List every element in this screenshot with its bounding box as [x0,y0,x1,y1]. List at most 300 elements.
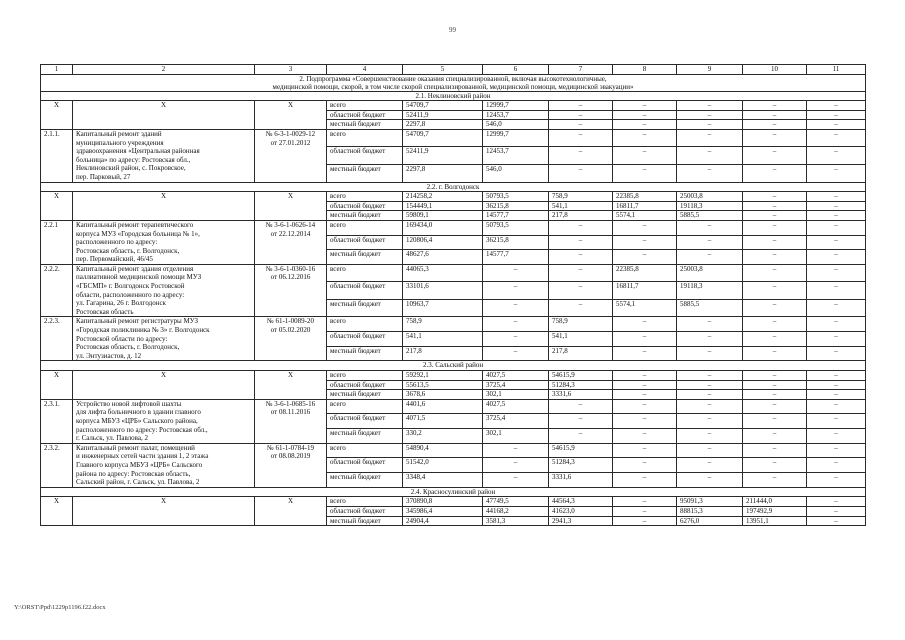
item-row [41,129,866,147]
funding-source: местный бюджет [327,429,403,444]
column-number: 7 [549,65,613,75]
amount-cell: – [549,399,613,414]
item-document-line: № 61-1-0089-20 [267,317,314,326]
amount-cell: 758,9 [549,317,613,332]
column-number: 11 [807,65,866,75]
amount-cell: – [807,211,866,221]
section-doc-marker: Х [255,497,327,526]
amount-cell: – [807,516,866,526]
section-heading-row [41,182,866,192]
amount-cell: 54615,9 [549,371,613,381]
item-name-line: корпуса МБУЗ «ЦРБ» Сальского района, [76,416,198,425]
item-document [255,129,327,182]
amount-cell: – [613,458,677,473]
amount-cell: 541,1 [403,332,483,347]
amount-cell: – [677,443,743,458]
section-doc-marker: Х [255,192,327,221]
amount-cell: – [743,399,807,414]
amount-cell: – [807,380,866,390]
column-number-row [41,65,866,75]
item-name-line: района по адресу: Ростовская область, [76,469,191,478]
section-title: 2.4. Красносулинский район [41,487,866,497]
amount-cell: – [743,120,807,130]
funding-source: местный бюджет [327,120,403,130]
amount-cell: – [743,429,807,444]
amount-cell: – [613,110,677,120]
amount-cell: – [549,264,613,282]
amount-cell: 302,1 [483,390,549,400]
amount-cell: – [807,264,866,282]
section-total-row [41,101,866,111]
amount-cell: – [807,235,866,250]
column-number: 9 [677,65,743,75]
amount-cell: – [807,192,866,202]
funding-source: областной бюджет [327,380,403,390]
item-name-line: расположенного по адресу: Ростовская обл., [76,425,208,434]
funding-source: областной бюджет [327,147,403,165]
item-name-line: пер. Парковый, 27 [76,172,131,181]
amount-cell: – [807,250,866,265]
section-title: 2.1. Неклиновский район [41,91,866,101]
amount-cell: – [613,473,677,488]
amount-cell: – [743,250,807,265]
amount-cell: – [677,120,743,130]
amount-cell: – [743,332,807,347]
item-name-line: Капитальный ремонт здания отделения [76,264,194,273]
amount-cell: – [613,101,677,111]
item-name-line: г. Сальск, ул. Павлова, 2 [76,434,148,443]
item-name-line: для лифта больничного в здании главного [76,408,201,417]
item-name-line: «ГБСМП» г. Волгодонск Ростовской [76,282,185,291]
item-document-line: от 08.11.2016 [270,408,311,417]
amount-cell: – [549,110,613,120]
amount-cell: 5885,5 [677,299,743,317]
item-document-line: № 61-1-0784-19 [267,443,314,452]
amount-cell: – [677,101,743,111]
item-name-line: корпуса МУЗ «Городская больница № 1», [76,229,200,238]
funding-source: всего [327,371,403,381]
funding-source: областной бюджет [327,235,403,250]
amount-cell: – [483,443,549,458]
amount-cell: – [613,220,677,235]
item-document-line: от 05.02.2020 [270,326,311,335]
amount-cell: – [677,371,743,381]
amount-cell: 52411,9 [403,147,483,165]
amount-cell: 3678,6 [403,390,483,400]
amount-cell: – [807,120,866,130]
amount-cell: 88815,3 [677,506,743,516]
amount-cell: – [549,414,613,429]
amount-cell: 546,0 [483,165,549,183]
amount-cell: – [807,201,866,211]
column-number: 1 [41,65,73,75]
amount-cell: – [613,443,677,458]
amount-cell: 3725,4 [483,414,549,429]
amount-cell: 47749,5 [483,497,549,507]
item-name-line: больница» по адресу: Ростовская обл., [76,155,191,164]
amount-cell: – [549,250,613,265]
footer-file-path: Y:\ORST\Ppd\1229p1196.f22.docx [14,604,106,611]
amount-cell: 217,8 [549,211,613,221]
amount-cell: 370890,8 [403,497,483,507]
section-doc-marker: Х [255,371,327,400]
amount-cell: – [613,516,677,526]
section-name-marker: Х [73,101,255,130]
amount-cell: – [743,110,807,120]
amount-cell: – [677,220,743,235]
subprogram-title-line: 2. Подпрограмма «Совершенствование оказания специализированной, включая высокотехнологичные, [299,74,607,83]
item-name-line: Ростовская область, г. Волгодонск, [76,343,180,352]
amount-cell: – [483,264,549,282]
funding-source: всего [327,264,403,282]
section-num-marker: Х [41,371,73,400]
item-name-line: здравоохранения «Центральная районная [76,147,200,156]
amount-cell: – [807,299,866,317]
amount-cell: 6276,0 [677,516,743,526]
item-name-line: Неклиновский район, с. Покровское, [76,164,186,173]
item-document [255,220,327,264]
amount-cell: – [743,380,807,390]
amount-cell: 22385,8 [613,264,677,282]
amount-cell: 4027,5 [483,371,549,381]
amount-cell: 44065,3 [403,264,483,282]
amount-cell: 51284,3 [549,380,613,390]
amount-cell: 4071,5 [403,414,483,429]
amount-cell: – [807,282,866,300]
amount-cell: – [613,497,677,507]
amount-cell: – [677,458,743,473]
funding-source: всего [327,129,403,147]
item-document-line: № 3-6-1-0685-16 [265,399,316,408]
amount-cell: 54709,7 [403,101,483,111]
amount-cell: – [807,399,866,414]
amount-cell: – [549,299,613,317]
funding-source: всего [327,497,403,507]
amount-cell: – [743,443,807,458]
amount-cell: – [613,317,677,332]
amount-cell: 19118,3 [677,282,743,300]
funding-source: местный бюджет [327,299,403,317]
amount-cell: 197492,9 [743,506,807,516]
amount-cell: – [807,101,866,111]
amount-cell: – [613,165,677,183]
item-row [41,220,866,235]
item-document-line: от 06.12.2016 [270,273,311,282]
amount-cell: – [613,414,677,429]
section-heading-row [41,487,866,497]
funding-source: областной бюджет [327,110,403,120]
item-name-line: муниципального учреждения [76,138,164,147]
section-doc-marker: Х [255,101,327,130]
amount-cell: – [743,458,807,473]
amount-cell: 154449,1 [403,201,483,211]
amount-cell: 25003,8 [677,264,743,282]
amount-cell: – [743,414,807,429]
amount-cell: – [743,165,807,183]
funding-source: местный бюджет [327,250,403,265]
column-number: 2 [73,65,255,75]
amount-cell: – [677,399,743,414]
amount-cell: – [743,220,807,235]
amount-cell: – [677,250,743,265]
item-document [255,399,327,443]
amount-cell: 758,9 [549,192,613,202]
amount-cell: – [807,165,866,183]
amount-cell: – [483,458,549,473]
column-number: 8 [613,65,677,75]
amount-cell: – [613,332,677,347]
amount-cell: – [807,458,866,473]
amount-cell: 12453,7 [483,110,549,120]
amount-cell: 16811,7 [613,282,677,300]
item-document-line: от 08.08.2019 [270,452,311,461]
section-heading-row [41,91,866,101]
amount-cell: – [677,165,743,183]
item-document-line: от 27.01.2012 [270,138,311,147]
amount-cell: – [807,506,866,516]
amount-cell: 51284,3 [549,458,613,473]
section-total-row [41,371,866,381]
section-total-row [41,192,866,202]
amount-cell: 10963,7 [403,299,483,317]
amount-cell: – [743,473,807,488]
funding-source: местный бюджет [327,473,403,488]
amount-cell: 55613,5 [403,380,483,390]
amount-cell: 52411,9 [403,110,483,120]
amount-cell: – [743,264,807,282]
item-name-line: Капитальный ремонт зданий [76,129,162,138]
amount-cell: – [807,371,866,381]
amount-cell: – [613,371,677,381]
amount-cell: 217,8 [549,346,613,361]
funding-source: всего [327,399,403,414]
amount-cell: – [613,346,677,361]
item-document [255,264,327,317]
amount-cell: – [613,250,677,265]
amount-cell: – [677,129,743,147]
section-heading-row [41,361,866,371]
amount-cell: 36215,8 [483,201,549,211]
amount-cell: – [677,473,743,488]
item-name-line: пер. Первомайский, 46/45 [76,255,153,264]
item-name-line: и инженерных сетей части здания 1, 2 этажа [76,452,209,461]
section-name-marker: Х [73,192,255,221]
amount-cell: – [677,332,743,347]
item-document-line: № 3-6-1-0626-14 [265,220,316,229]
amount-cell: – [743,192,807,202]
column-number: 4 [327,65,403,75]
funding-source: областной бюджет [327,506,403,516]
item-name-line: паллиативной медицинской помощи МУЗ [76,273,202,282]
amount-cell: 345986,4 [403,506,483,516]
amount-cell: – [807,414,866,429]
amount-cell: 120806,4 [403,235,483,250]
amount-cell: – [613,390,677,400]
amount-cell: – [549,165,613,183]
subprogram-row [41,74,866,91]
amount-cell: 54890,4 [403,443,483,458]
amount-cell: 169434,0 [403,220,483,235]
amount-cell: 16811,7 [613,201,677,211]
amount-cell: 54709,7 [403,129,483,147]
amount-cell: – [743,371,807,381]
item-row [41,443,866,458]
amount-cell: 5574,1 [613,211,677,221]
amount-cell: 44564,3 [549,497,613,507]
section-title: 2.2. г. Волгодонск [41,182,866,192]
amount-cell: – [677,414,743,429]
amount-cell: 44168,2 [483,506,549,516]
amount-cell: – [743,147,807,165]
amount-cell: – [807,390,866,400]
amount-cell: – [549,429,613,444]
amount-cell: – [677,380,743,390]
item-name [73,317,255,361]
amount-cell: – [677,235,743,250]
amount-cell: – [613,235,677,250]
amount-cell: – [549,120,613,130]
amount-cell: – [743,390,807,400]
amount-cell: 50793,5 [483,220,549,235]
item-name-line: Ростовская область, г. Волгодонск, [76,246,180,255]
section-num-marker: Х [41,192,73,221]
amount-cell: 14577,7 [483,250,549,265]
amount-cell: 22385,8 [613,192,677,202]
section-title: 2.3. Сальский район [41,361,866,371]
item-document-line: от 22.12.2014 [270,229,311,238]
item-name-line: Сальский район, г. Сальск, ул. Павлова, 2 [76,478,200,487]
amount-cell: – [743,101,807,111]
funding-source: областной бюджет [327,332,403,347]
amount-cell: – [743,211,807,221]
subprogram-title-line: медицинской помощи, скорой, в том числе скорой специализированной, медицинской помощи, медицинской эвакуации» [272,82,634,91]
amount-cell: – [807,317,866,332]
item-name [73,264,255,317]
item-number: 2.2.1 [41,220,73,264]
item-number: 2.3.2. [41,443,73,487]
item-name-line: Ростовской области по адресу: [76,334,168,343]
funding-source: местный бюджет [327,211,403,221]
amount-cell: 33101,6 [403,282,483,300]
item-name-line: Главного корпуса МБУЗ «ЦРБ» Сальского [76,460,203,469]
amount-cell: – [549,101,613,111]
amount-cell: 19118,3 [677,201,743,211]
item-number: 2.2.2. [41,264,73,317]
item-name-line: Капитальный ремонт палат, помещений [76,443,195,452]
amount-cell: 3581,3 [483,516,549,526]
amount-cell: – [549,282,613,300]
funding-source: областной бюджет [327,414,403,429]
amount-cell: 541,1 [549,201,613,211]
amount-cell: – [677,346,743,361]
amount-cell: – [677,147,743,165]
item-name-line: ул. Гагарина, 26 г. Волгодонск [76,299,166,308]
amount-cell: – [743,317,807,332]
item-document-line: № 6-3-1-0029-12 [265,129,316,138]
amount-cell: – [807,346,866,361]
section-name-marker: Х [73,497,255,526]
amount-cell: – [613,380,677,390]
amount-cell: 2297,8 [403,165,483,183]
page-number: 99 [449,26,456,34]
amount-cell: – [807,220,866,235]
item-name-line: Устройство новой лифтовой шахты [76,399,182,408]
item-document [255,443,327,487]
amount-cell: – [483,473,549,488]
amount-cell: – [743,346,807,361]
amount-cell: – [807,443,866,458]
amount-cell: 48627,6 [403,250,483,265]
funding-source: областной бюджет [327,201,403,211]
amount-cell: 3331,6 [549,390,613,400]
column-number: 10 [743,65,807,75]
section-total-row [41,497,866,507]
column-number: 6 [483,65,549,75]
amount-cell: 59292,1 [403,371,483,381]
amount-cell: – [807,429,866,444]
item-name [73,220,255,264]
item-name-line: Капитальный ремонт терапевтического [76,220,194,229]
amount-cell: 59809,1 [403,211,483,221]
amount-cell: 546,0 [483,120,549,130]
item-document [255,317,327,361]
amount-cell: 330,2 [403,429,483,444]
amount-cell: – [743,299,807,317]
item-name-line: расположенного по адресу: [76,238,158,247]
amount-cell: 302,1 [483,429,549,444]
section-num-marker: Х [41,101,73,130]
amount-cell: – [807,497,866,507]
funding-source: всего [327,101,403,111]
amount-cell: – [677,429,743,444]
amount-cell: 4027,5 [483,399,549,414]
amount-cell: – [743,282,807,300]
amount-cell: 51542,0 [403,458,483,473]
amount-cell: 41623,0 [549,506,613,516]
amount-cell: – [807,473,866,488]
amount-cell: 95091,3 [677,497,743,507]
item-number: 2.3.1. [41,399,73,443]
amount-cell: – [613,506,677,516]
funding-source: местный бюджет [327,346,403,361]
funding-source: областной бюджет [327,282,403,300]
amount-cell: 24904,4 [403,516,483,526]
section-num-marker: Х [41,497,73,526]
amount-cell: 5574,1 [613,299,677,317]
item-name-line: «Городская поликлиника № 3» г. Волгодонск [76,326,210,335]
amount-cell: 211444,0 [743,497,807,507]
amount-cell: 14577,7 [483,211,549,221]
amount-cell: – [549,220,613,235]
item-name [73,443,255,487]
column-number: 3 [255,65,327,75]
amount-cell: – [613,120,677,130]
amount-cell: 214258,2 [403,192,483,202]
amount-cell: 5885,5 [677,211,743,221]
amount-cell: 12999,7 [483,129,549,147]
item-name-line: Капитальный ремонт регистратуры МУЗ [76,317,199,326]
amount-cell: – [549,235,613,250]
amount-cell: – [613,147,677,165]
column-number: 5 [403,65,483,75]
amount-cell: – [807,110,866,120]
funding-source: местный бюджет [327,516,403,526]
amount-cell: – [613,399,677,414]
amount-cell: 541,1 [549,332,613,347]
amount-cell: – [807,129,866,147]
item-row [41,264,866,282]
amount-cell: 12453,7 [483,147,549,165]
